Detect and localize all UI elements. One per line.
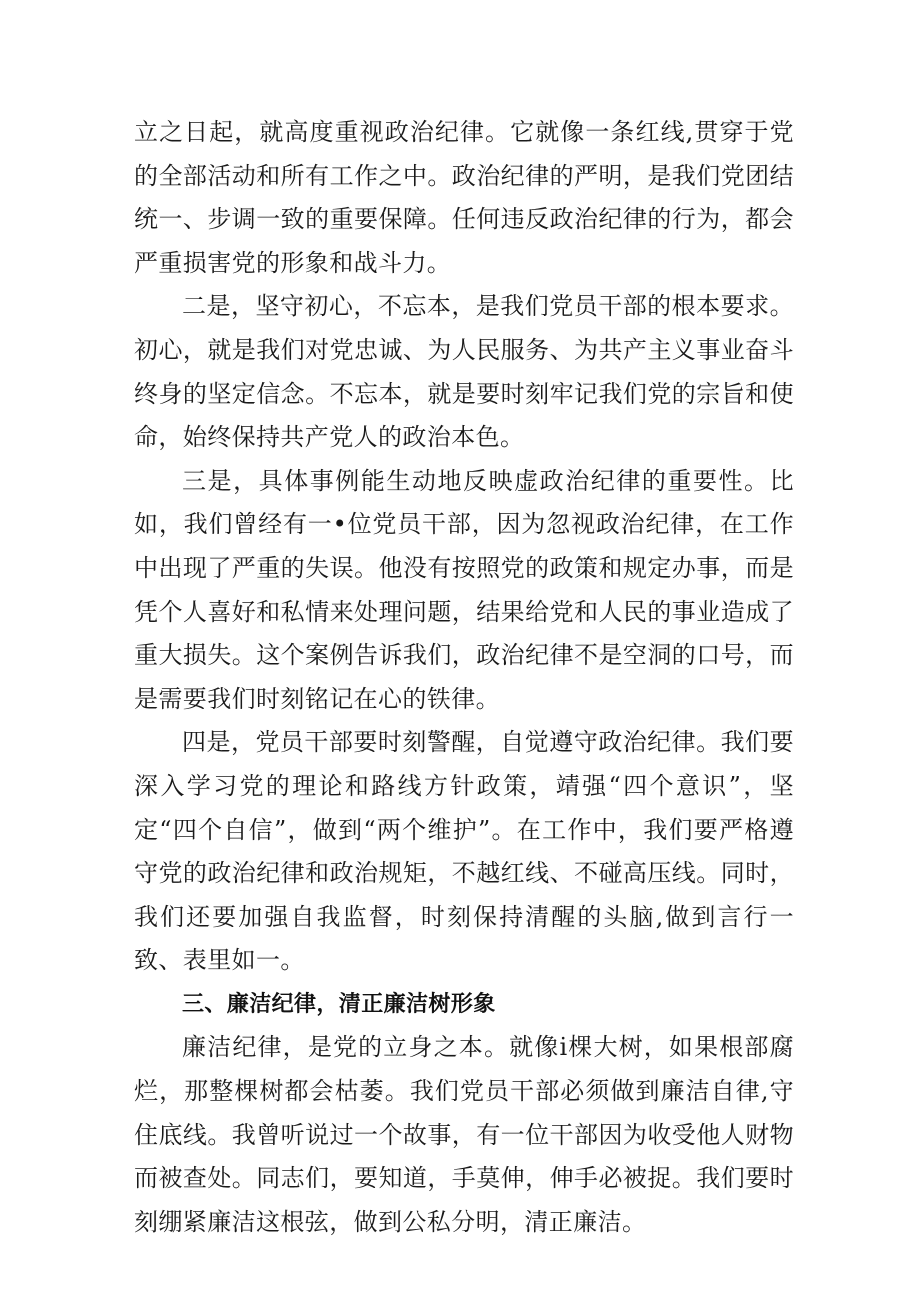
document-body — [134, 111, 794, 1244]
paragraph-integrity: 廉洁纪律，是党的立身之本。就像i棵大树，如果根部腐烂，那整棵树都会枯萎。我们党员干部必须做到廉洁自律,守住底线。我曾听说过一个故事，有一位干部因为收受他人财物而被查处。同志们，要知道，手莫伸，伸手必被捉。我们要时刻绷紧廉洁这根弦，做到公私分明，清正廉洁。 — [134, 1033, 794, 1236]
paragraph-second-point: 二是，坚守初心，不忘本，是我们党员干部的根本要求。初心，就是我们对党忠诚、为人民服务、为共产主义事业奋斗终身的坚定信念。不忘本，就是要时刻牢记我们党的宗旨和使命，始终保持共产党人的政治本色。 — [134, 292, 794, 452]
paragraph-fourth-point: 四是，党员干部要时刻警醒，自觉遵守政治纪律。我们要深入学习党的理论和路线方针政策，靖强“四个意识”，坚定“四个自信”，做到“两个维护”。在工作中，我们要严格遵守党的政治纪律和政治规矩，不越红线、不碰高压线。同时，我们还要加强自我监督，时刻保持清醒的头脑,做到言行一致、表里如一。 — [134, 728, 794, 975]
section-heading: 三、廉洁纪律，清正廉洁树形象 — [182, 991, 496, 1017]
paragraph-third-point: 三是，具体事例能生动地反映虚政治纪律的重要性。比如，我们曾经有一•位党员干部，因为忽视政治纪律，在工作中出现了严重的失误。他没有按照党的政策和规定办事，而是凭个人喜好和私情来处理问题，结果给党和人民的事业造成了重大损失。这个案例告诉我们，政治纪律不是空洞的口号，而是需要我们时刻铭记在心的铁律。 — [134, 466, 794, 713]
paragraph-continuation: 立之日起，就高度重视政治纪律。它就像一条红线,贯穿于党的全部活动和所有工作之中。政治纪律的严明，是我们党团结统一、步调一致的重要保障。任何违反政治纪律的行为，都会严重损害党的形象和战斗力。 — [134, 118, 794, 277]
